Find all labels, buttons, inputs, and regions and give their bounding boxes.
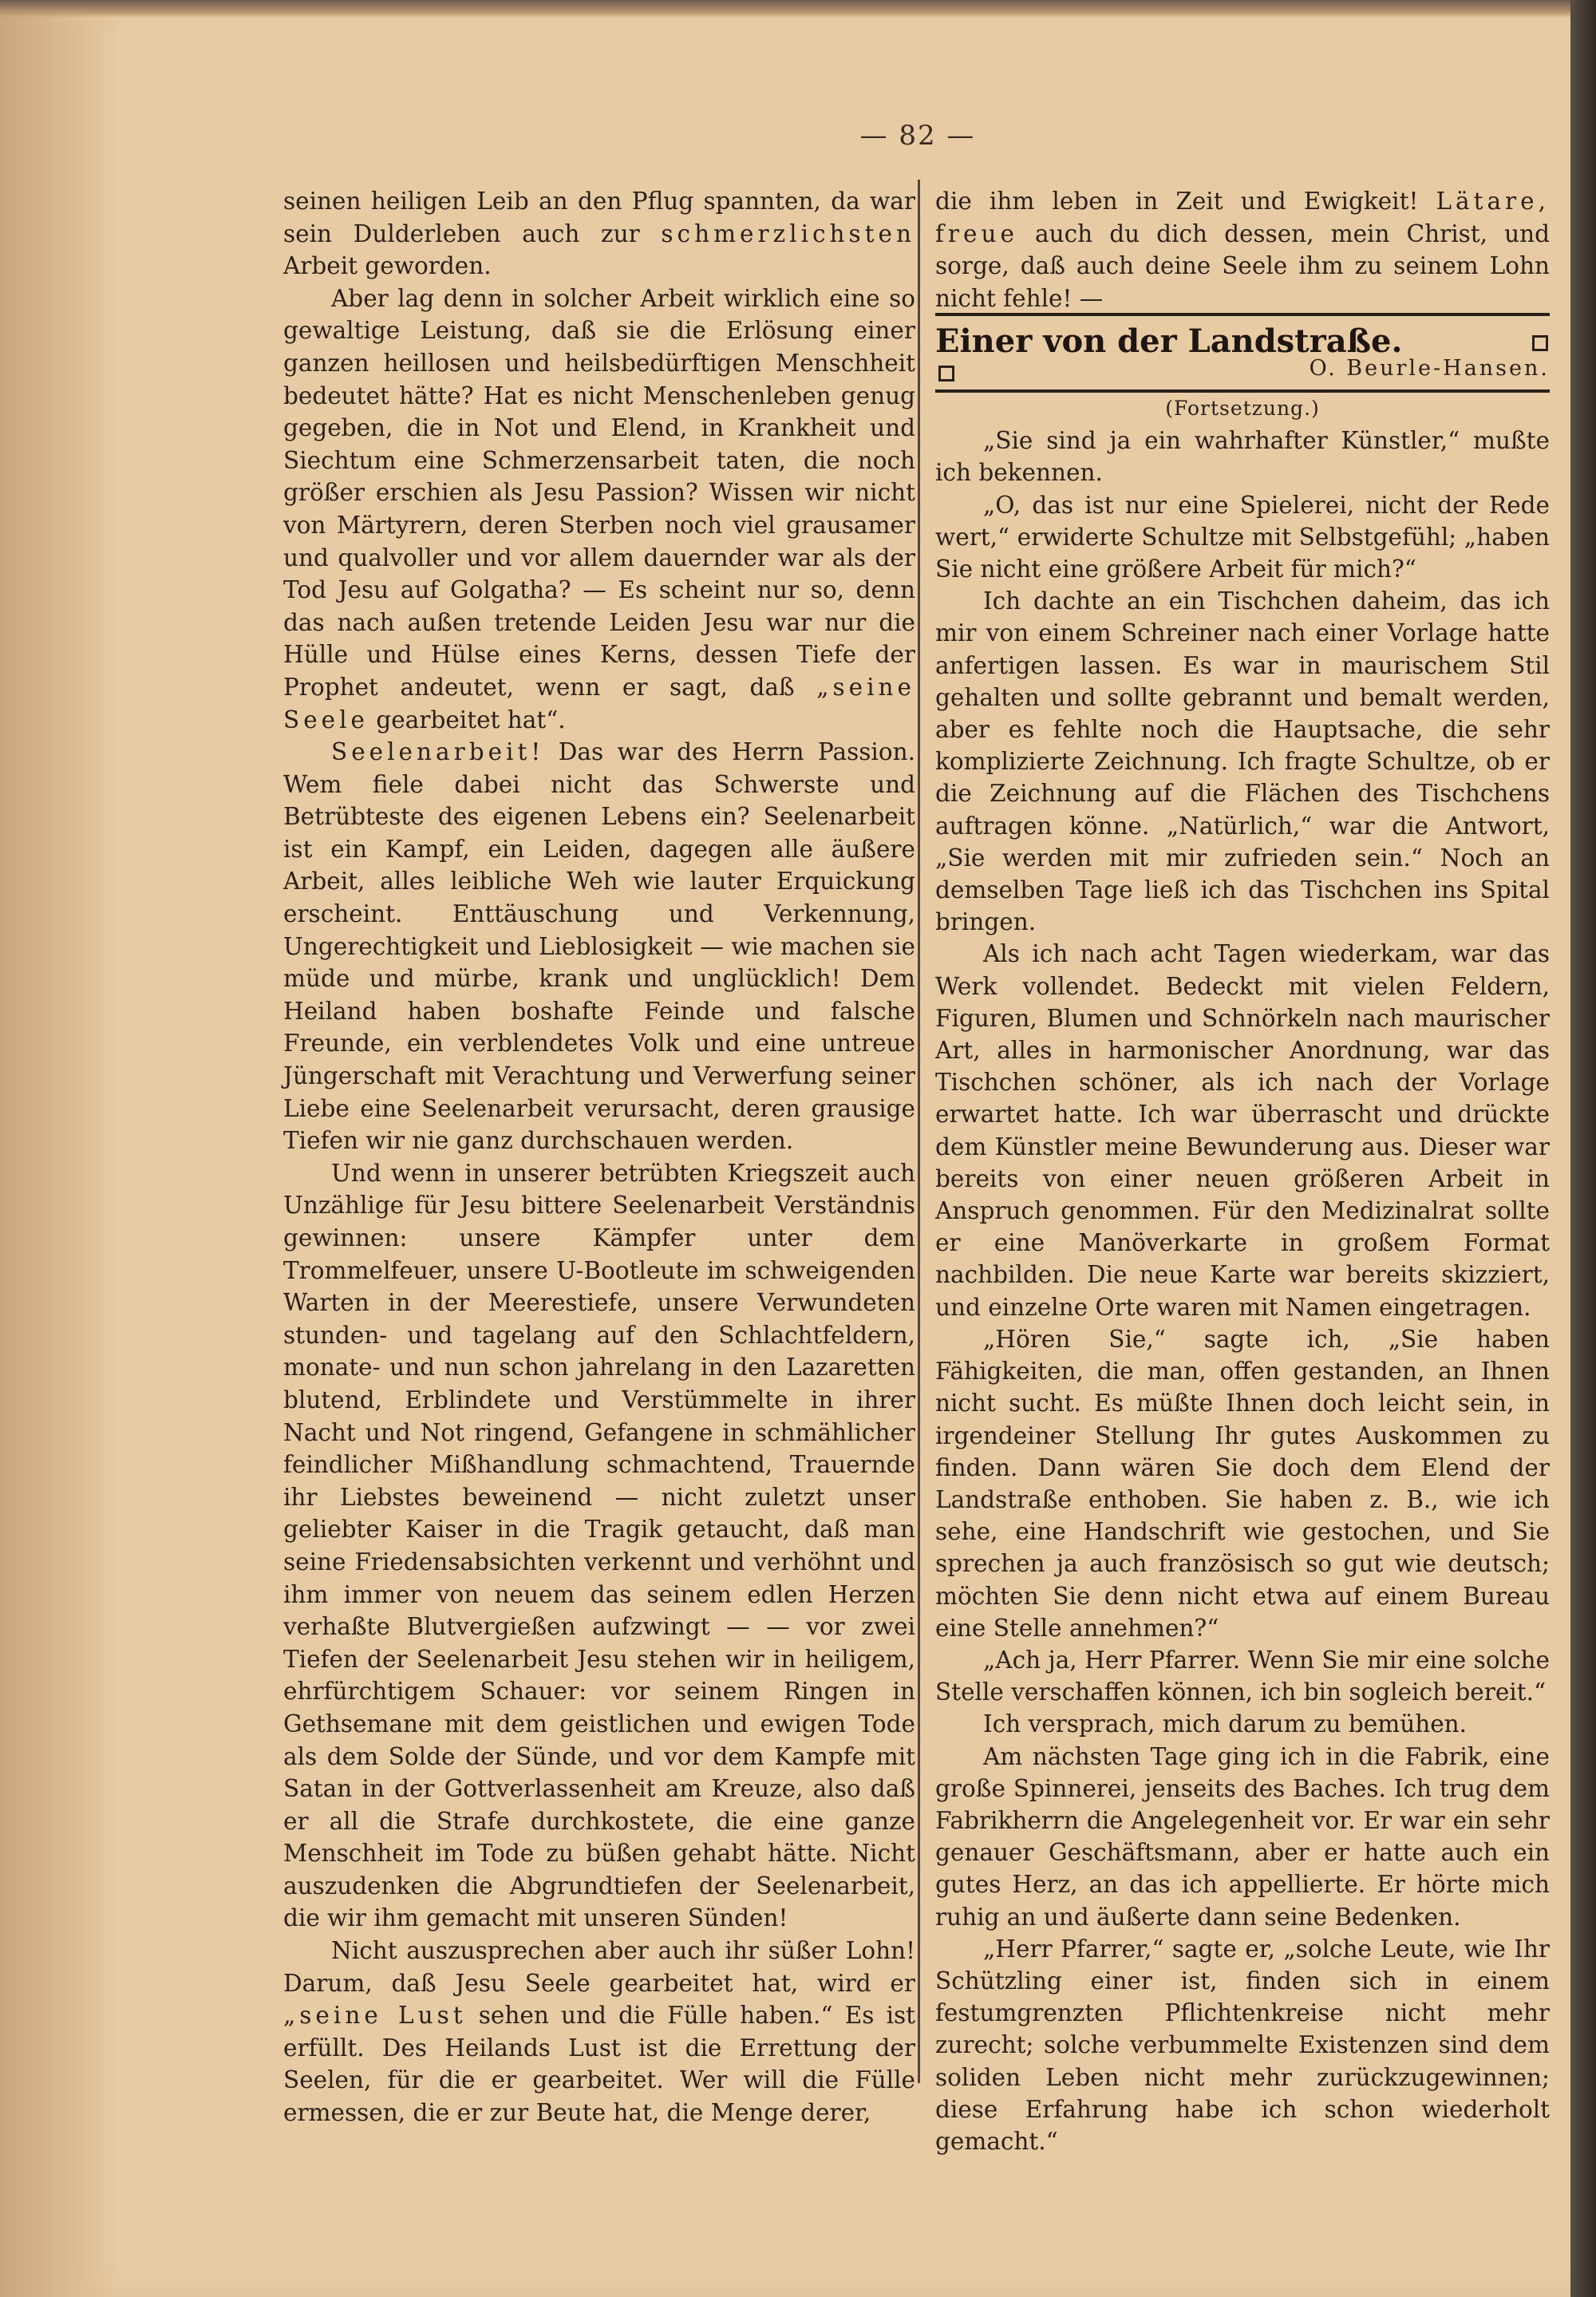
story-paragraph: „Ach ja, Herr Pfarrer. Wenn Sie mir eine solche Stelle verschaffen können, ich bin sogleich bereit.“ (935, 1646, 1550, 1706)
book-spine-edge (1570, 0, 1596, 2297)
left-p5-end: sehen und die Fülle haben.“ Es ist erfüllt. Des Heilands Lust ist die Errettung der Seelen, für die er gearbeitet. Wer will die Fülle ermessen, die er zur Beute hat, die Menge derer, (283, 2002, 915, 2127)
square-ornament-icon (1532, 335, 1548, 351)
left-p1-end: Arbeit geworden. (283, 252, 492, 280)
right-top-end: auch du dich dessen, mein Christ, und sorge, daß auch deine Seele ihm zu seinem Lohn nicht fehle! — (935, 219, 1550, 312)
story-paragraph: Am nächsten Tage ging ich in die Fabrik, eine große Spinnerei, jenseits des Baches. Ich trug dem Fabrikherrn die Angelegenheit vor. Er war ein sehr genauer Geschäftsmann, aber er hatte auch ein gutes Herz, an das ich appellierte. Er hörte mich ruhig an und äußerte dann seine Bedenken. (935, 1742, 1550, 1931)
column-divider (918, 180, 920, 2083)
story-body (935, 393, 1550, 2157)
story-author: O. Beurle-Hansen. (1309, 356, 1550, 381)
story-paragraph: „O, das ist nur eine Spielerei, nicht der Rede wert,“ erwiderte Schultze mit Selbstgefühl; „haben Sie nicht eine größere Arbeit für mich?“ (935, 491, 1550, 583)
story-paragraph: Als ich nach acht Tagen wiederkam, war das Werk vollendet. Bedeckt mit vielen Feldern, Figuren, Blumen und Schnörkeln nach maurischer Art, alles in harmonischer Anordnung, war das Tischchen schöner, als ich nach der Vorlage erwartet hatte. Ich war überrascht und drückte dem Künstler meine Bewunderung aus. Dieser war bereits von einer neuen größeren Arbeit in Anspruch genommen. Für den Medizinalrat sollte er eine Manöverkarte in großem Format nachbilden. Die neue Karte war bereits skizziert, und einzelne Orte waren mit Namen eingetragen. (935, 940, 1550, 1321)
left-paragraph-3 (283, 736, 915, 1157)
story-paragraph: „Sie sind ja ein wahrhafter Künstler,“ mußte ich bekennen. (935, 427, 1550, 487)
left-p2-spaced: „seine Seele (283, 673, 915, 733)
story-paragraph: „Herr Pfarrer,“ sagte er, „solche Leute, wie Ihr Schützling einer ist, finden sich in einem festumgrenzten Pflichtenkreise nicht mehr zurecht; solche verbummelte Existenzen sind dem soliden Leben nicht mehr zurückzugewinnen; diese Erfahrung habe ich schon wiederholt gemacht.“ (935, 1935, 1550, 2155)
left-p3-spaced: Seelenarbeit! (331, 738, 545, 766)
left-paragraph-1 (283, 185, 915, 283)
page-top-edge (0, 0, 1570, 18)
right-top-spaced: Lätare, freue (935, 188, 1550, 247)
left-p3-text: Das war des Herrn Passion. Wem fiele dabei nicht das Schwerste und Betrübteste des eigenen Lebens ein? Seelenarbeit ist ein Kampf, ein Leiden, dagegen alle äußere Arbeit, alles leibliche Weh wie lauter Erquickung erscheint. Enttäuschung und Verkennung, Ungerechtigkeit und Lieblosigkeit — wie machen sie müde und mürbe, krank und unglücklich! Dem Heiland haben boshafte Feinde und falsche Freunde, ein verblendetes Volk und eine untreue Jüngerschaft mit Verachtung und Verwerfung seiner Liebe eine Seelenarbeit verursacht, deren grausige Tiefen wir nie ganz durchschauen werden. (283, 738, 915, 1155)
left-p1-text: seinen heiligen Leib an den Pflug spannten, da war sein Dulderleben auch zur (283, 188, 915, 247)
continued-label: (Fortsetzung.) (1165, 397, 1320, 420)
left-p1-spaced: schmerzlichsten (661, 219, 915, 247)
left-column (283, 185, 915, 2129)
story-title: Einer von der Landstraße. (935, 322, 1403, 360)
left-p5-spaced: „seine Lust (283, 2002, 467, 2030)
right-column-top (935, 185, 1550, 314)
left-paragraph-2 (283, 283, 915, 736)
story-paragraph: Ich dachte an ein Tischchen daheim, das ich mir von einem Schreiner nach einer Vorlage hatte anfertigen lassen. Es war in maurischem Stil gehalten und sollte gebrannt und bemalt werden, aber es fehlte noch die Hauptsache, die sehr komplizierte Zeichnung. Ich fragte Schultze, ob er die Zeichnung auf die Flächen des Tischchens auftragen könne. „Natürlich,“ war die Antwort, „Sie werden mit mir zufrieden sein.“ Noch an demselben Tage ließ ich das Tischchen ins Spital bringen. (935, 587, 1550, 936)
left-p2-end: gearbeitet hat“. (369, 706, 566, 733)
left-paragraph-4: Und wenn in unserer betrübten Kriegszeit auch Unzählige für Jesu bittere Seelenarbeit Verständnis gewinnen: unsere Kämpfer unter dem Trommelfeuer, unsere U-Bootleute im schweigenden Warten in der Meerestiefe, unsere Verwundeten stunden- und tagelang auf den Schlachtfeldern, monate- und nun schon jahrelang in den Lazaretten blutend, Erblindete und Verstümmelte in ihrer Nacht und Not ringend, Gefangene in schmählicher feindlicher Mißhandlung schmachtend, Trauernde ihr Liebstes beweinend — nicht zuletzt unser geliebter Kaiser in die Tragik getaucht, daß man seine Friedensabsichten verkennt und verhöhnt und ihm immer von neuem das seinem edlen Herzen verhaßte Blutvergießen aufzwingt — — vor zwei Tiefen der Seelenarbeit Jesu stehen wir in heiligem, ehrfürchtigem Schauer: vor seinem Ringen in Gethsemane mit dem geistlichen und ewigen Tode als dem Solde der Sünde, und vor dem Kampfe mit Satan in der Gottverlassenheit am Kreuze, also daß er all die Strafe durchkostete, die eine ganze Menschheit im Tode zu büßen gehabt hätte. Nicht auszudenken die Abgrundtiefen der Seelenarbeit, die wir ihm gemacht mit unseren Sünden! (283, 1159, 915, 1932)
left-p2-text: Aber lag denn in solcher Arbeit wirklich eine so gewaltige Leistung, daß sie die Erlösung einer ganzen heillosen und heilsbedürftigen Menschheit bedeutet hätte? Hat es nicht Menschenleben genug gegeben, die in Not und Elend, in Krankheit und Siechtum eine Schmerzensarbeit taten, die noch größer erschien als Jesu Passion? Wissen wir nicht von Märtyrern, deren Sterben noch viel grausamer und qualvoller und vor allem dauernder war als der Tod Jesu auf Golgatha? — Es scheint nur so, denn das nach außen tretende Leiden Jesu war nur die Hülle und Hülse eines Kerns, dessen Tiefe der Prophet andeutet, wenn er sagt, daß (283, 284, 915, 701)
story-paragraph: Ich versprach, mich darum zu bemühen. (983, 1710, 1468, 1738)
right-top-text: die ihm leben in Zeit und Ewigkeit! (935, 188, 1436, 215)
left-paragraph-5 (283, 1935, 915, 2129)
story-rule-top (935, 313, 1550, 316)
page-gutter-shadow (0, 0, 120, 2297)
right-top-paragraph (935, 185, 1550, 314)
story-paragraph: „Hören Sie,“ sagte ich, „Sie haben Fähigkeiten, die man, offen gestanden, an Ihnen nicht sucht. Es müßte Ihnen doch leicht sein, in irgendeiner Stellung Ihr gutes Auskommen zu finden. Dann wären Sie doch dem Elend der Landstraße enthoben. Sie haben z. B., wie ich sehe, eine Handschrift wie gestochen, und Sie sprechen ja auch französisch so gut wie deutsch; möchten Sie denn nicht etwa auf einem Bureau eine Stelle annehmen?“ (935, 1325, 1550, 1642)
left-p5-text: Nicht auszusprechen aber auch ihr süßer Lohn! Darum, daß Jesu Seele gearbeitet hat, wird er (283, 1937, 915, 1997)
page-number: — 82 — (859, 120, 976, 152)
